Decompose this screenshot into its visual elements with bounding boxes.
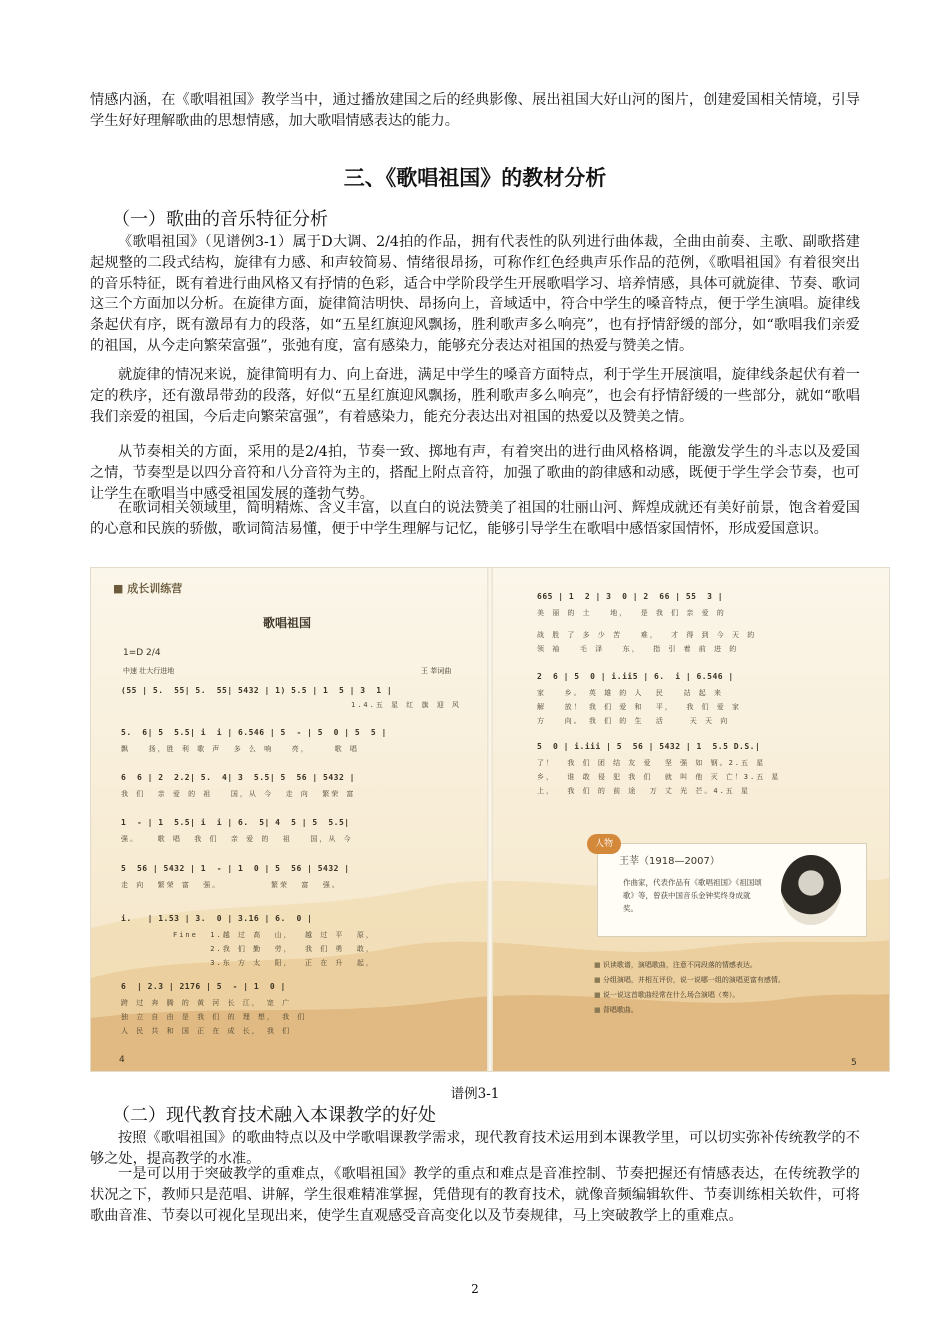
composer-credit: 王 莘词曲 (421, 667, 452, 675)
subheading-music-features: （一）歌曲的音乐特征分析 (112, 209, 328, 230)
score-lyric: 独 立 自 由 是 我 们 的 理 想， 我 们 (121, 1013, 307, 1021)
score-notes: 2 6 | 5 0 | i.ii5 | 6. i | 6.546 | (537, 672, 734, 681)
score-lyric: 跨 过 奔 腾 的 黄 河 长 江， 宽 广 (121, 999, 292, 1007)
score-figure (90, 567, 890, 1072)
training-camp-label: ■ 成长训练营 (113, 582, 183, 595)
score-lyric: 2.我 们 勤 劳， 我 们 勇 敢， (173, 945, 375, 953)
key-signature: 1=D 2/4 (123, 648, 161, 658)
intro-paragraph: 情感内涵，在《歌唱祖国》教学当中，通过播放建国之后的经典影像、展出祖国大好山河的图片，创建爱国相关情境，引导学生好好理解歌曲的思想情感，加大歌唱情感表达的能力。 (90, 92, 860, 129)
score-lyric: 了！ 我 们 团 结 友 爱 坚 强 如 钢。2.五 星 (537, 759, 766, 767)
paragraph-edu-tech-intro: 按照《歌唱祖国》的歌曲特点以及中学歌唱课教学需求，现代教育技术运用到本课教学里，可以切实弥补传统教学的不够之处，提高教学的水准。 (90, 1130, 860, 1167)
paragraph-lyrics: 在歌词相关领域里，简明精炼、含义丰富，以直白的说法赞美了祖国的壮丽山河、辉煌成就还有美好前景，饱含着爱国的心意和民族的骄傲，歌词简洁易懂，便于中学生理解与记忆，能够引导学生在歌唱中感悟家国情怀，形成爱国意识。 (90, 500, 860, 537)
tempo-marking: 中速 壮大行进地 (123, 667, 175, 675)
score-notes: 5 0 | i.iii | 5 56 | 5432 | 1 5.5 D.S.| (537, 742, 761, 751)
score-notes: 6 6 | 2 2.2| 5. 4| 3 5.5| 5 56 | 5432 | (121, 773, 355, 782)
score-lyric: 3.东 方 太 阳， 正 在 升 起， (173, 959, 375, 967)
score-lyric: 飘 扬，胜 利 歌 声 多 么 响 亮， 歌 唱 (121, 745, 359, 753)
subheading-edu-tech: （二）现代教育技术融入本课教学的好处 (112, 1105, 436, 1126)
section-heading: 三、《歌唱祖国》的教材分析 (343, 166, 607, 190)
figure-page-number-right: 5 (851, 1058, 857, 1068)
score-lyric: 我 们 亲 爱 的 祖 国，从 今 走 向 繁荣 富 (121, 790, 356, 798)
score-lyric: 方 向。 我 们 的 生 活 天 天 向 (537, 717, 730, 725)
score-lyric: 走 向 繁荣 富 强。 繁荣 富 强。 (121, 881, 341, 889)
score-lyric: Fine 1.越 过 高 山， 越 过 平 原， (173, 931, 375, 939)
page-number: 2 (471, 1282, 479, 1296)
paragraph-rhythm: 从节奏相关的方面，采用的是2/4拍，节奏一致、掷地有声，有着突出的进行曲风格格调，能激发学生的斗志以及爱国之情，节奏型是以四分音符和八分音符为主的，搭配上附点音符，加强了歌曲的韵律感和动感，既便于学生学会节奏，也可让学生在歌唱当中感受祖国发展的蓬勃气势。 (90, 444, 860, 502)
task-item: ■ 背唱歌曲。 (594, 1003, 785, 1018)
score-notes: (55 | 5. 55| 5. 55| 5432 | 1) 5.5 | 1 5 | 3 1 | (121, 686, 393, 695)
score-notes: 5. 6| 5 5.5| i i | 6.546 | 5 - | 5 0 | 5 5 | (121, 728, 387, 737)
score-notes: 6 | 2.3 | 2176 | 5 - | 1 0 | (121, 982, 286, 991)
paragraph-melody-detail: 就旋律的情况来说，旋律简明有力、向上奋进，满足中学生的嗓音方面特点，利于学生开展演唱，旋律线条起伏有着一定的秩序，还有激昂带劲的段落，好似“五星红旗迎风飘扬，胜利歌声多么响亮”，也会有抒情舒缓的一些部分，就如“歌唱我们亲爱的祖国，今后走向繁荣富强”，有着感染力，能充分表达出对祖国的热爱以及赞美之情。 (90, 367, 860, 425)
composer-portrait (781, 855, 841, 925)
score-lyric: 乡， 谁 敢 侵 犯 我 们 就 叫 他 灭 亡！3.五 星 (537, 773, 781, 781)
score-notes: 1 - | 1 5.5| i i | 6. 5| 4 5 | 5 5.5| (121, 818, 350, 827)
score-lyric: 战 胜 了 多 少 苦 难， 才 得 到 今 天 的 (537, 631, 757, 639)
task-item: ■ 识读歌谱，演唱歌曲，注意不同段落的情感表达。 (594, 958, 785, 973)
person-tag: 人物 (587, 834, 621, 854)
score-lyric: 领 袖 毛 泽 东， 指 引 着 前 进 的 (537, 645, 739, 653)
task-list (594, 958, 785, 1018)
score-lyric: 解 放！ 我 们 爱 和 平， 我 们 爱 家 (537, 703, 742, 711)
paragraph-melody-overview: 《歌唱祖国》（见谱例3-1）属于D大调、2/4拍的作品，拥有代表性的队列进行曲体裁，全曲由前奏、主歌、副歌搭建起规整的二段式结构，旋律有力感、和声较简易、情绪很昂扬，可称作红色经典声乐作品的范例，《歌唱祖国》有着很突出的音乐特征，既有着进行曲风格又有抒情的色彩，适合中学阶段学生开展歌唱学习、培养情感，具体可就旋律、节奏、歌词这三个方面加以分析。在旋律方面，旋律简洁明快、昂扬向上，音域适中，符合中学生的嗓音特点，便于学生演唱。旋律线条起伏有序，既有激昂有力的段落，如“五星红旗迎风飘扬，胜利歌声多么响亮”，也有抒情舒缓的部分，如“歌唱我们亲爱的祖国，从今走向繁荣富强”，张弛有度，富有感染力，能够充分表达对祖国的热爱与赞美之情。 (90, 234, 860, 354)
score-lyric: 人 民 共 和 国 正 在 成 长， 我 们 (121, 1027, 292, 1035)
score-lyric: 家 乡。 英 雄 的 人 民 站 起 来 (537, 689, 724, 697)
score-lyric: 美 丽 的 土 地， 是 我 们 亲 爱 的 (537, 609, 726, 617)
score-notes: 665 | 1 2 | 3 0 | 2 66 | 55 3 | (537, 592, 724, 601)
score-notes: i. | 1.53 | 3. 0 | 3.16 | 6. 0 | (121, 914, 313, 923)
score-lyric: 1.4.五 星 红 旗 迎 风 (351, 701, 461, 709)
figure-caption: 谱例3-1 (450, 1086, 500, 1102)
person-description: 作曲家，代表作品有《歌唱祖国》《祖国颂歌》等，曾获中国音乐金钟奖终身成就奖。 (623, 878, 762, 913)
paragraph-edu-tech-benefit: 一是可以用于突破教学的重难点，《歌唱祖国》教学的重点和难点是音准控制、节奏把握还有情感表达，在传统教学的状况之下，教师只是范唱、讲解，学生很难精准掌握，凭借现有的教育技术，就像音频编辑软件、节奏训练相关软件，可将歌曲音准、节奏以可视化呈现出来，使学生直观感受音高变化以及节奏规律，马上突破教学上的重难点。 (90, 1166, 860, 1224)
figure-page-number-left: 4 (119, 1055, 125, 1065)
page-fold (487, 568, 493, 1071)
task-item: ■ 分组演唱，并相互评价，说一说哪一组的演唱更富有感情。 (594, 973, 785, 988)
score-lyric: 强。 歌 唱 我 们 亲 爱 的 祖 国，从 今 (121, 835, 353, 843)
person-name: 王莘（1918—2007） (619, 856, 720, 867)
task-item: ■ 说一说这首歌曲经常在什么场合演唱（奏）。 (594, 988, 785, 1003)
song-title: 歌唱祖国 (263, 616, 312, 630)
score-notes: 5 56 | 5432 | 1 - | 1 0 | 5 56 | 5432 | (121, 864, 350, 873)
score-lyric: 上， 我 们 的 前 途 万 丈 光 芒。4.五 星 (537, 787, 751, 795)
